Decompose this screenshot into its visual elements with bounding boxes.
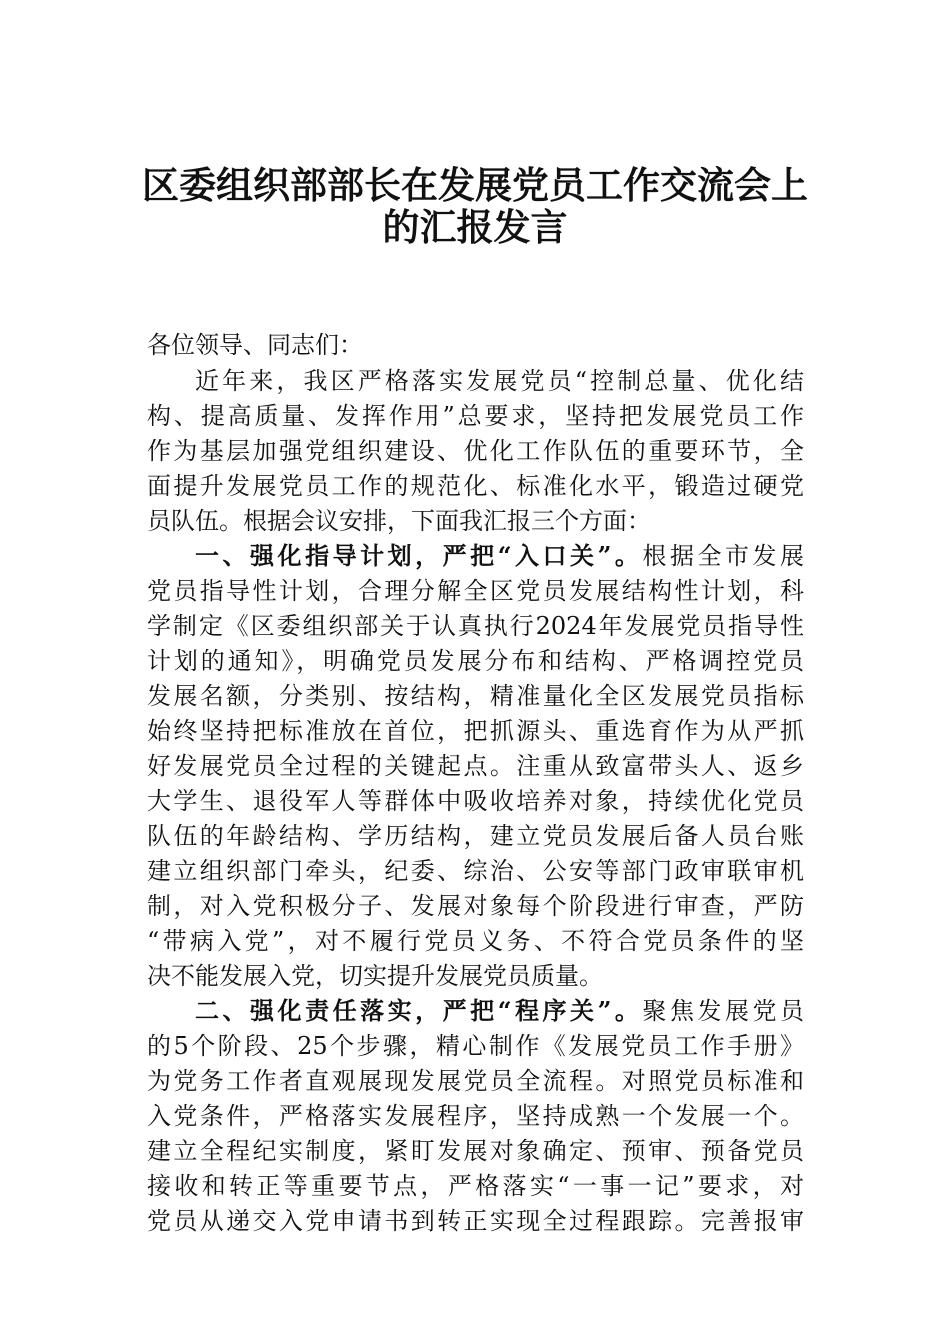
section-1-line: 制，对入党积极分子、发展对象每个阶段进行审查，严防 [147, 892, 804, 920]
section-1-heading: 一、强化指导计划，严把“入口关”。 [195, 541, 643, 570]
section-2-first-line-text: 聚焦发展党员 [642, 997, 804, 1025]
section-2-line: 建立全程纪实制度，紧盯发展对象确定、预审、预备党员 [147, 1137, 804, 1165]
intro-line: 作为基层加强党组织建设、优化工作队伍的重要环节，全 [147, 437, 804, 465]
section-1-line: 党员指导性计划，合理分解全区党员发展结构性计划，科 [147, 577, 804, 605]
section-2-line: 的5个阶段、25个步骤，精心制作《发展党员工作手册》 [147, 1032, 804, 1060]
section-1-line: 始终坚持把标准放在首位，把抓源头、重选育作为从严抓 [147, 717, 804, 745]
intro-line: 构、提高质量、发挥作用”总要求，坚持把发展党员工作 [147, 402, 804, 430]
section-2-line: 入党条件，严格落实发展程序，坚持成熟一个发展一个。 [147, 1102, 804, 1130]
section-1-line: “带病入党”，对不履行党员义务、不符合党员条件的坚 [147, 927, 804, 955]
section-2-first-line [147, 993, 804, 1029]
section-1-line: 计划的通知》，明确党员发展分布和结构、严格调控党员 [147, 647, 804, 675]
section-2-line: 党员从递交入党申请书到转正实现全过程跟踪。完善报审 [147, 1207, 804, 1235]
section-1-line: 大学生、退役军人等群体中吸收培养对象，持续优化党员 [147, 787, 804, 815]
intro-line: 面提升发展党员工作的规范化、标准化水平，锻造过硬党 [147, 472, 804, 500]
section-1-line: 发展名额，分类别、按结构，精准量化全区发展党员指标 [147, 682, 804, 710]
section-2-line: 为党务工作者直观展现发展党员全流程。对照党员标准和 [147, 1067, 804, 1095]
intro-line: 员队伍。根据会议安排，下面我汇报三个方面： [147, 507, 651, 535]
section-2-heading: 二、强化责任落实，严把“程序关”。 [195, 996, 643, 1025]
salutation: 各位领导、同志们： [147, 331, 363, 359]
section-2-line: 接收和转正等重要节点，严格落实“一事一记”要求，对 [147, 1172, 804, 1200]
section-1-first-line [147, 538, 804, 574]
document-title-line-2: 的汇报发言 [382, 205, 568, 249]
section-1-line: 学制定《区委组织部关于认真执行2024年发展党员指导性 [147, 612, 804, 640]
section-1-line: 建立组织部门牵头，纪委、综治、公安等部门政审联审机 [147, 857, 804, 885]
section-1-line: 好发展党员全过程的关键起点。注重从致富带头人、返乡 [147, 752, 804, 780]
section-1-first-line-text: 根据全市发展 [642, 542, 804, 570]
intro-line: 近年来，我区严格落实发展党员“控制总量、优化结 [195, 367, 804, 395]
section-1-line: 队伍的年龄结构、学历结构，建立党员发展后备人员台账 [147, 822, 804, 850]
section-1-line: 决不能发展入党，切实提升发展党员质量。 [147, 962, 603, 990]
document-title-line-1: 区委组织部部长在发展党员工作交流会上 [142, 163, 808, 207]
